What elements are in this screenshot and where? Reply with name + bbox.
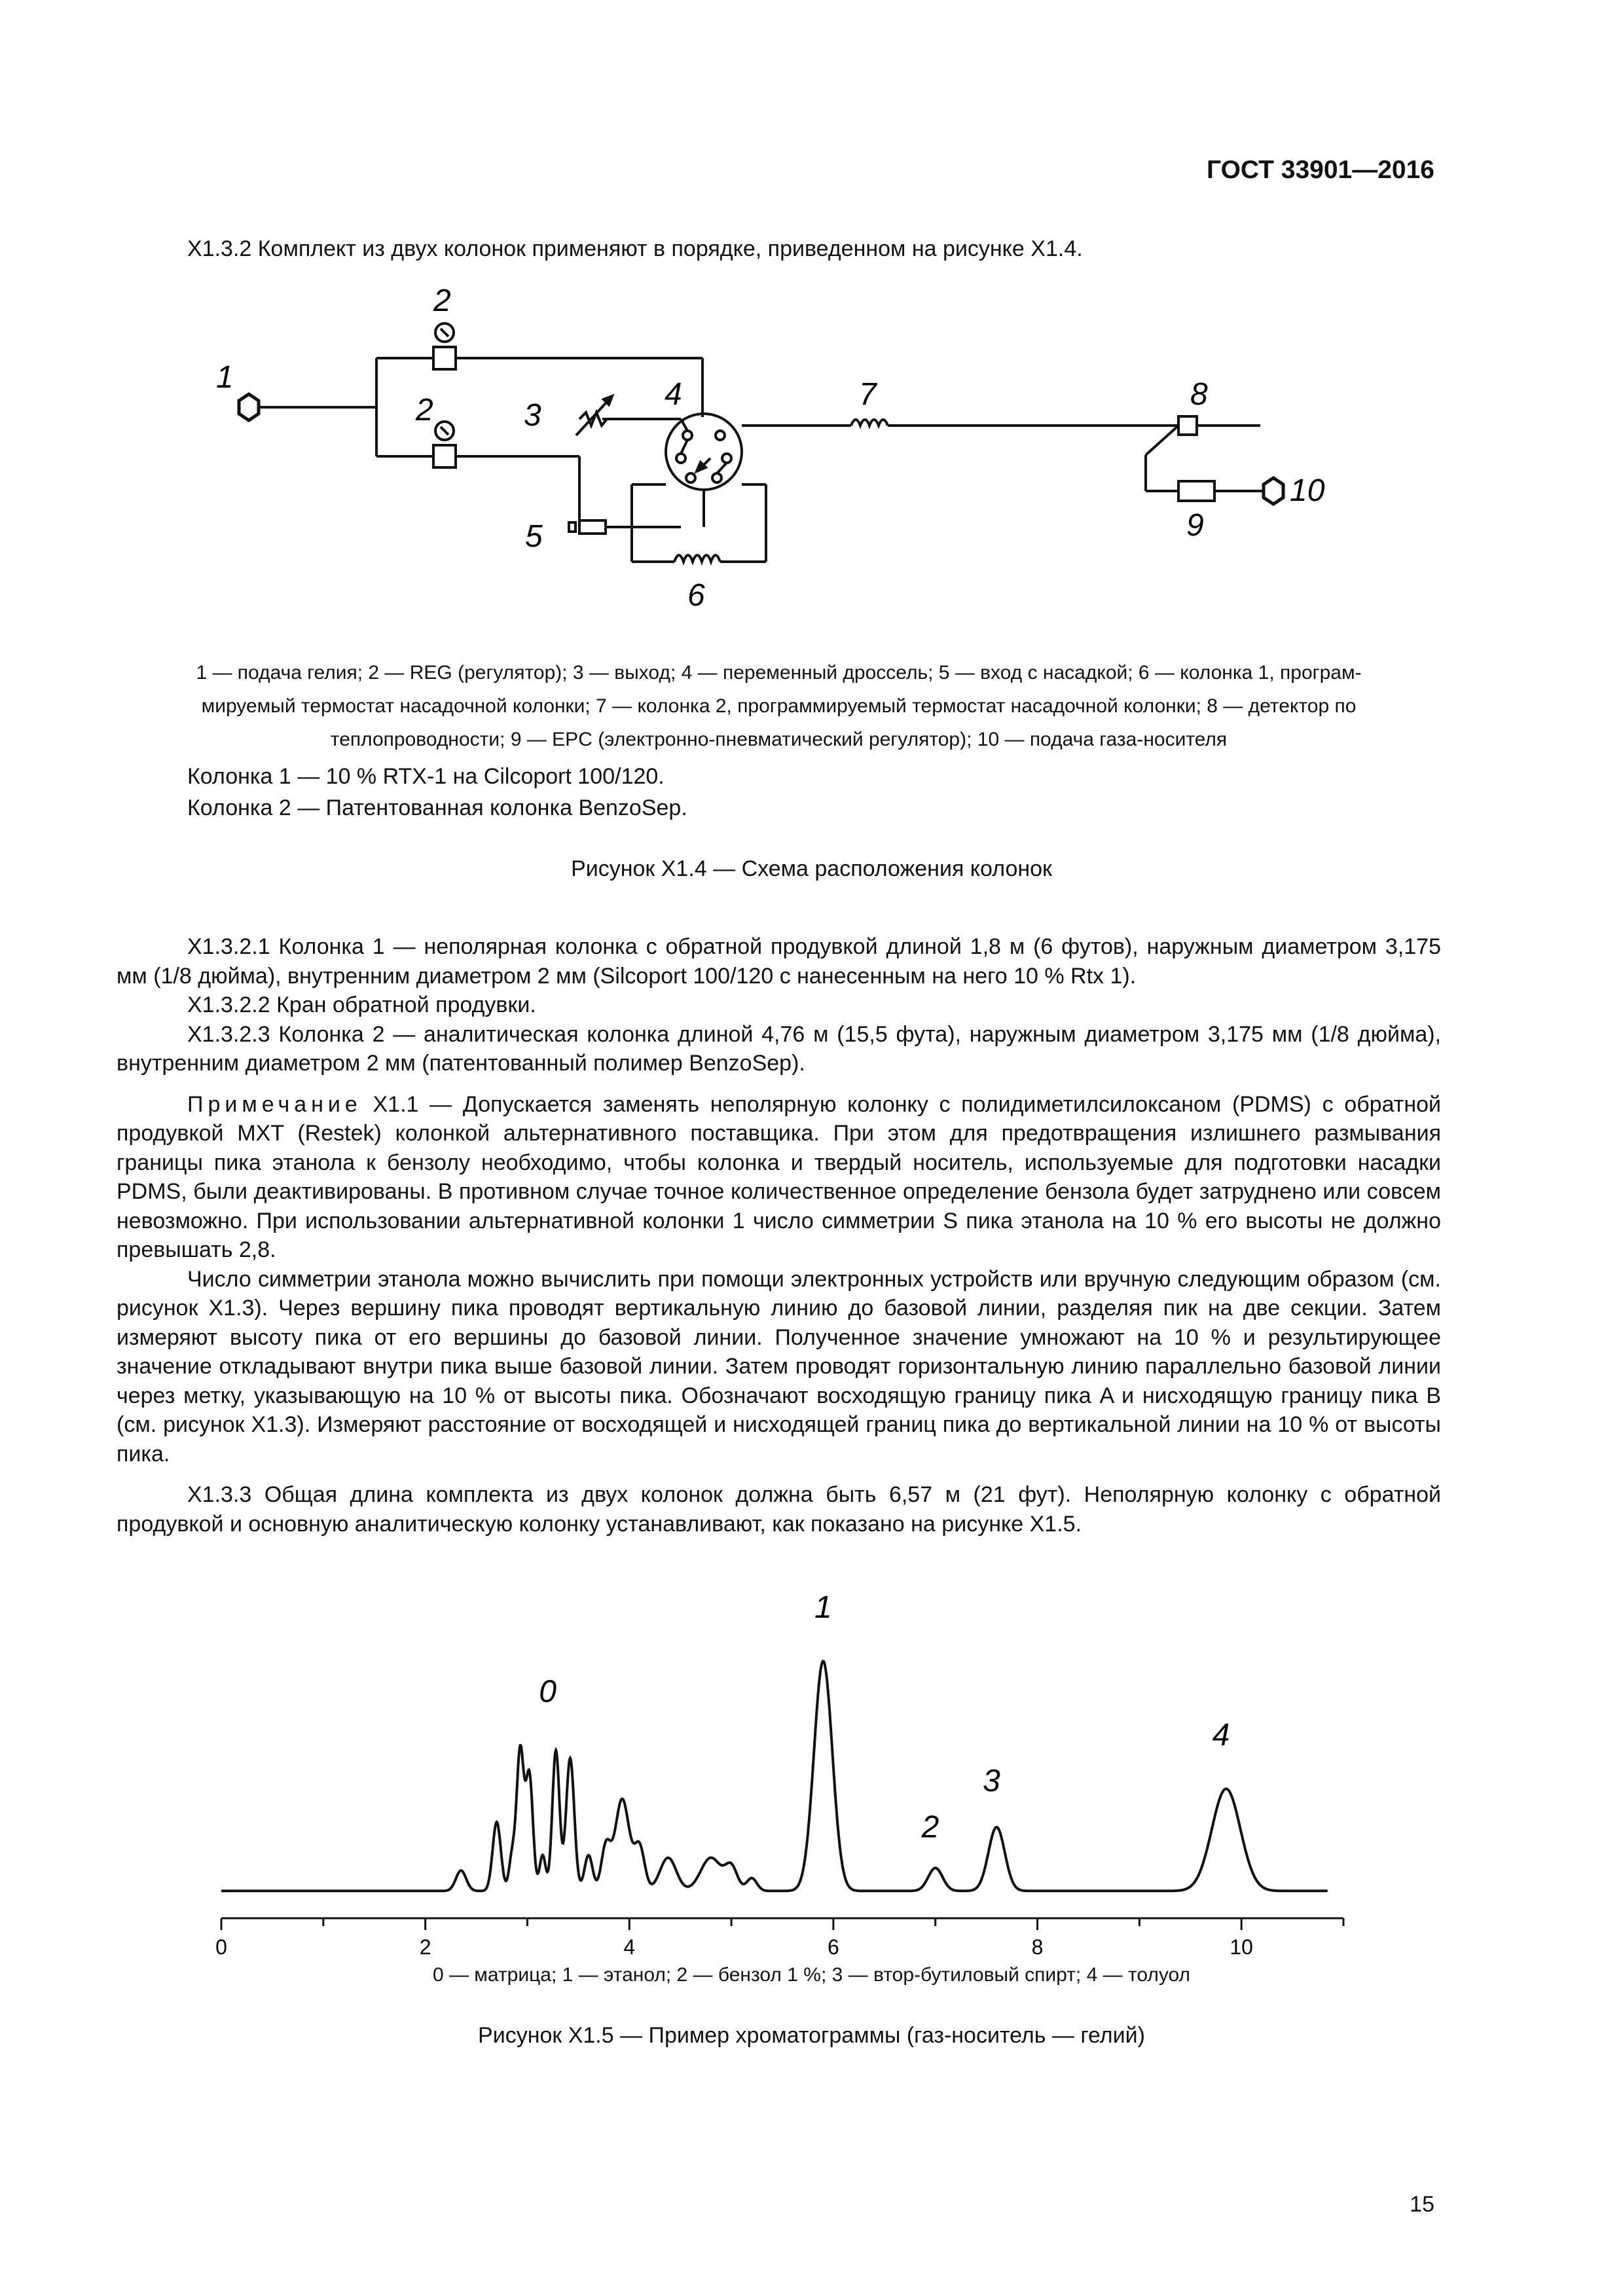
label-9: 9: [1186, 508, 1204, 543]
x-tick-label: 0: [215, 1935, 227, 1959]
chromatogram-trace: [221, 1661, 1328, 1891]
note-paragraph: [117, 1090, 1441, 1265]
paragraph-x1-3-3: X1.3.3 Общая длина комплекта из двух колонок должна быть 6,57 м (21 фут). Неполярную колонку с обратной продувкой и основную аналитическую колонку устанавливают, как показано на рисунке X1.5.: [117, 1482, 1441, 1537]
figure5-legend: 0 — матрица; 1 — этанол; 2 — бензол 1 %; 3 — втор-бутиловый спирт; 4 — толуол: [432, 1964, 1191, 1986]
paragraph-x1-3-2-3: X1.3.2.3 Колонка 2 — аналитическая колонка длиной 4,76 м (15,5 фута), наружным диаметром 3,175 мм (1/8 дюйма), внутренним диаметром 2 мм (патентованный полимер BenzoSep).: [117, 1021, 1441, 1076]
peak-label-3: 3: [983, 1764, 1000, 1799]
label-7: 7: [859, 377, 877, 412]
figure4-caption: Рисунок X1.4 — Схема расположения колонок: [571, 856, 1052, 881]
figure5-caption: Рисунок X1.5 — Пример хроматограммы (газ-носитель — гелий): [478, 2023, 1145, 2048]
label-5: 5: [525, 519, 543, 554]
column-1-spec: Колонка 1 — 10 % RTX-1 на Cilcoport 100/120.: [187, 764, 665, 789]
x-tick-label: 8: [1031, 1935, 1044, 1959]
paragraph-x1-3-2-2: X1.3.2.2 Кран обратной продувки.: [187, 993, 536, 1017]
body-text: [117, 932, 1441, 1539]
figure4-legend-line: мируемый термостат насадочной колонки; 7 — колонка 2, программируемый термостат насадочной колонки; 8 — детектор по: [201, 695, 1357, 717]
chromatogram: [0, 1558, 1623, 1977]
peak-label-2: 2: [921, 1810, 939, 1845]
x-tick-label: 2: [419, 1935, 431, 1959]
column-schematic: [0, 0, 1623, 629]
peak-label-4: 4: [1212, 1718, 1230, 1753]
label-8: 8: [1190, 377, 1208, 412]
x-tick-label: 4: [623, 1935, 636, 1959]
page-number: 15: [1410, 2192, 1434, 2217]
x-tick-label: 10: [1230, 1935, 1253, 1959]
intro-paragraph: X1.3.2 Комплект из двух колонок применяют в порядке, приведенном на рисунке X1.4.: [187, 236, 1083, 261]
label-2-bottom: 2: [416, 393, 433, 428]
column-2-spec: Колонка 2 — Патентованная колонка BenzoSep.: [187, 795, 687, 820]
figure4-legend-line: 1 — подача гелия; 2 — REG (регулятор); 3 — выход; 4 — переменный дроссель; 5 — вход с насадкой; 6 — колонка 1, програм-: [196, 662, 1362, 683]
column-list: [187, 761, 687, 824]
label-6: 6: [687, 578, 705, 613]
label-3: 3: [524, 398, 541, 433]
paragraph-symmetry: Число симметрии этанола можно вычислить при помощи электронных устройств или вручную следующим образом (см. рисунок X1.3). Через вершину пика проводят вертикальную линию до базовой линии, разделяя пик на две секции. Затем измеряют высоту пика от его вершины до базовой линии. Полученное значение умножают на 10 % и результирующее значение откладывают внутри пика выше базовой линии. Затем проводят горизонтальную линию параллельно базовой линии через метку, указывающую на 10 % от высоты пика. Обозначают восходящую границу пика A и нисходящую границу пика B (см. рисунок X1.3). Измеряют расстояние от восходящей и нисходящей границ пика до вертикальной линии на 10 % от высоты пика.: [117, 1266, 1441, 1467]
note-label: Примечание: [187, 1091, 362, 1117]
standard-number: ГОСТ 33901—2016: [1207, 156, 1434, 184]
paragraph-x1-3-2-1: X1.3.2.1 Колонка 1 — неполярная колонка с обратной продувкой длиной 1,8 м (6 футов), наружным диаметром 3,175 мм (1/8 дюйма), внутренним диаметром 2 мм (Silcoport 100/120 с нанесенным на него 10 % Rtx 1).: [117, 934, 1441, 989]
label-1: 1: [216, 360, 234, 395]
figure4-legend: [117, 656, 1441, 756]
label-10: 10: [1290, 473, 1325, 508]
label-2-top: 2: [433, 283, 451, 318]
x-tick-label: 6: [828, 1935, 839, 1959]
note-text: X1.1 — Допускается заменять неполярную колонку с полидиметилсилоксаном (PDMS) с обратной продувкой MXT (Restek) колонкой альтернативного поставщика. При этом для предотвращения излишнего размывания границы пика этанола к бензолу необходимо, чтобы колонка и твердый носитель, используемые для подготовки насадки PDMS, были деактивированы. В противном случае точное количественное определение бензола будет затруднено или совсем невозможно. При использовании альтернативной колонки 1 число симметрии S пика этанола на 10 % его высоты не должно превышать 2,8.: [117, 1091, 1441, 1262]
peak-label-0: 0: [539, 1674, 556, 1709]
figure4-legend-line: теплопроводности; 9 — EPC (электронно-пневматический регулятор); 10 — подача газа-носителя: [330, 729, 1228, 750]
peak-label-1: 1: [814, 1590, 832, 1625]
label-4: 4: [665, 377, 682, 412]
